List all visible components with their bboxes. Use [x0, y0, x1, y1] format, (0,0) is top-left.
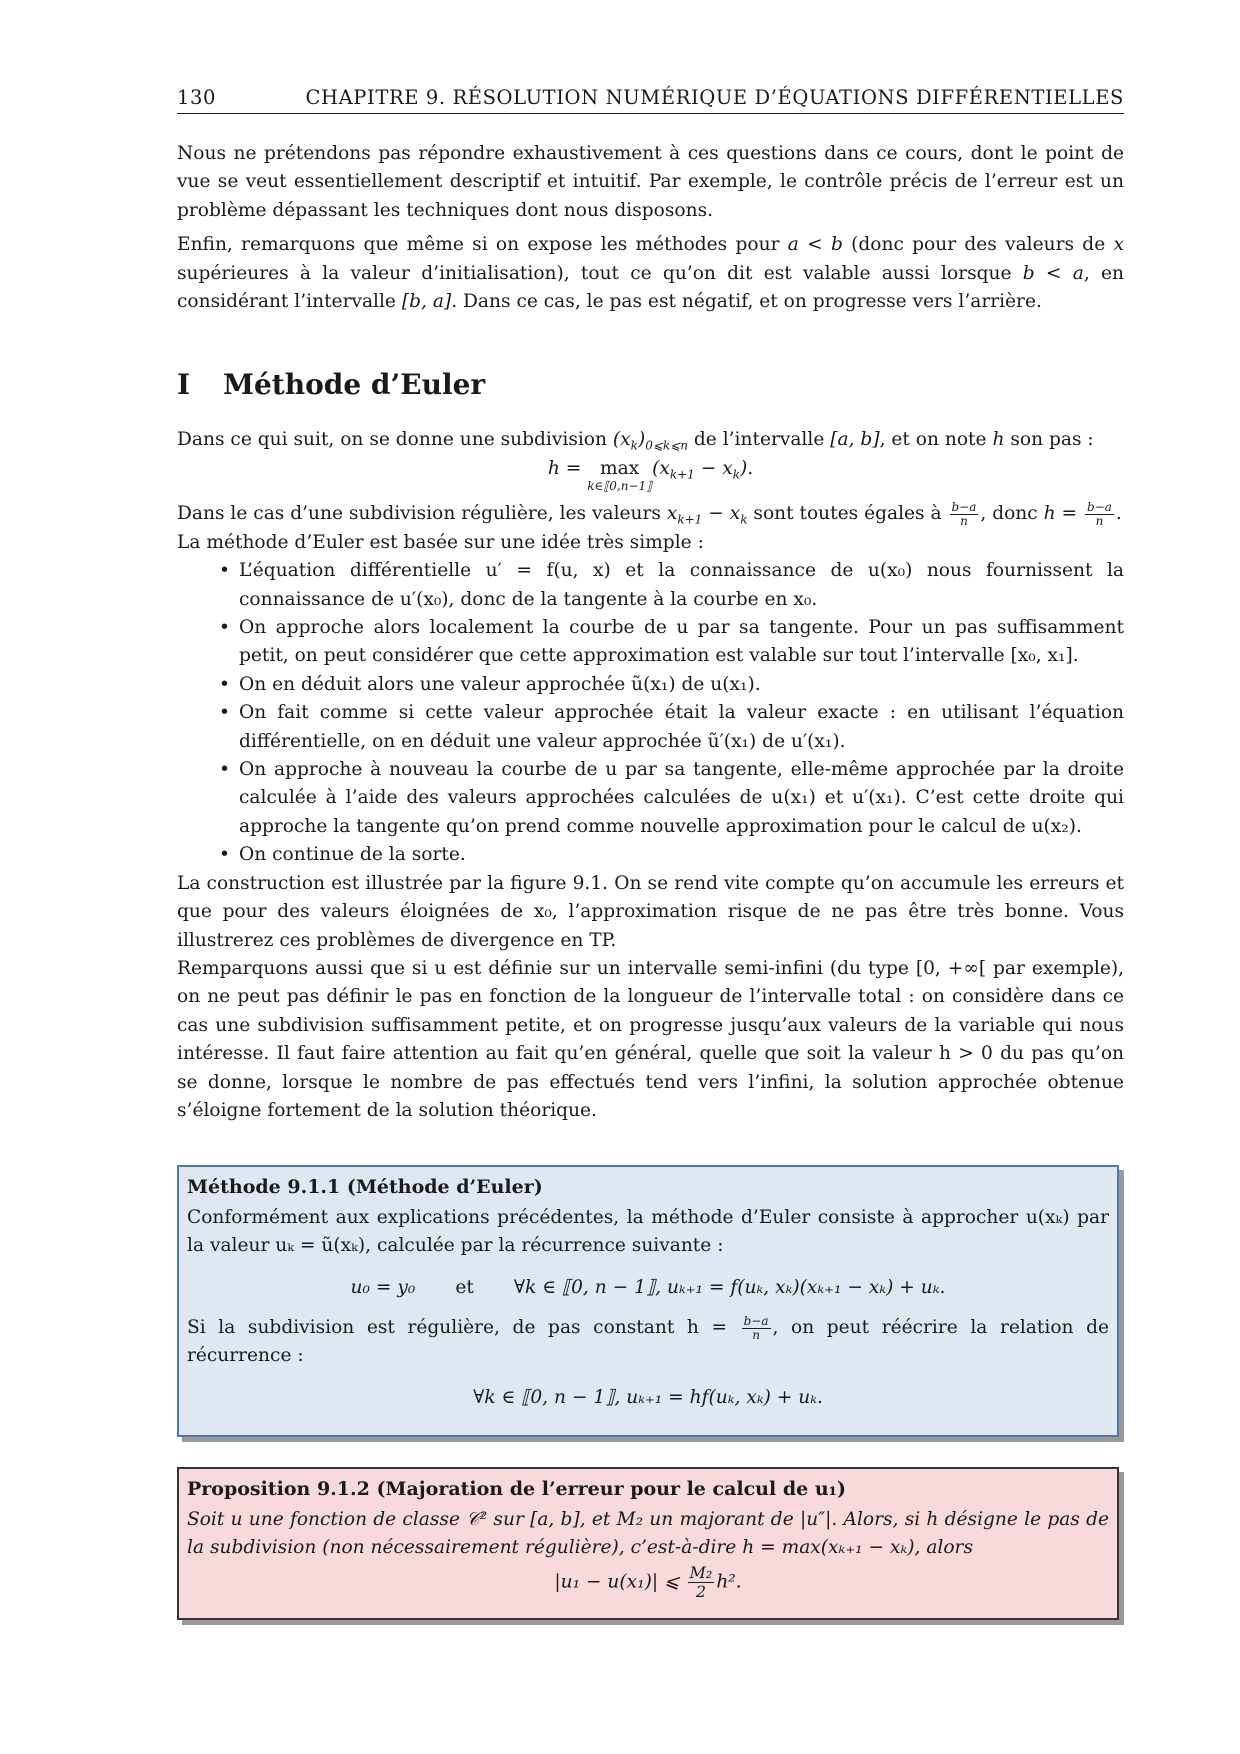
euler-steps-list [177, 557, 1124, 869]
list-item: • On en déduit alors une valeur approchée ũ(x₁) de u(x₁). [177, 671, 1124, 699]
euler-section [177, 426, 1124, 1125]
method-text: Conformément aux explications précédentes, la méthode d’Euler consiste à approcher u(xₖ) par la valeur uₖ = ũ(xₖ), calculée par la récurrence suivante : [187, 1207, 1109, 1256]
section-heading [177, 368, 485, 401]
section-title: Méthode d’Euler [223, 368, 486, 401]
list-item: • On approche à nouveau la courbe de u par sa tangente, elle-même approchée par la droite calculée à l’aide des valeurs approchées calculées de u(x₁) et u′(x₁). C’est cette droite qui approche la tangente qu’on prend comme nouvelle approximation pour le calcul de u(x₂). [177, 756, 1124, 841]
running-header [177, 86, 1124, 114]
recurrence-equation: u₀ = y₀ et ∀k ∈ ⟦0, n − 1⟧, uₖ₊₁ = f(uₖ, xₖ)(xₖ₊₁ − xₖ) + uₖ. [350, 1277, 946, 1298]
method-text-regular: Si la subdivision est régulière, de pas constant h = $\frac{b-a}{n}$ , on peut réécrire la relation de récurrence : [187, 1313, 1109, 1366]
section-number: I [177, 368, 191, 401]
list-item: • On approche alors localement la courbe de u par sa tangente. Pour un pas suffisamment petit, on peut considérer que cette approximation est valable sur tout l’intervalle [x₀, x₁]. [177, 614, 1124, 671]
proposition-box [177, 1467, 1119, 1620]
error-bound-equation: |u₁ − u(x₁)| ⩽ $\frac{\text{M₂}}{2}$ h². [554, 1563, 742, 1601]
euler-idea-paragraph: La méthode d’Euler est basée sur une idée très simple : [177, 531, 704, 553]
list-item: • On fait comme si cette valeur approchée était la valeur exacte : en utilisant l’équation différentielle, on en déduit une valeur approchée ũ′(x₁) de u′(x₁). [177, 699, 1124, 756]
subdivision-paragraph: Dans ce qui suit, on se donne une subdivision $(x_k)_{0⩽k⩽n}$ de l’intervalle [a, b], et on note h son pas : [177, 429, 1094, 453]
page-number: 130 [177, 86, 217, 109]
fraction: $\frac{b-a}{n}$ [951, 499, 977, 528]
intro-section [177, 140, 1124, 316]
regular-recurrence-equation: ∀k ∈ ⟦0, n − 1⟧, uₖ₊₁ = hf(uₖ, xₖ) + uₖ. [473, 1387, 823, 1408]
intro-paragraph-1: Nous ne prétendons pas répondre exhaustivement à ces questions dans ce cours, dont le point de vue se veut essentiellement descriptif et intuitif. Par exemple, le contrôle précis de l’erreur est un problème dépassant les techniques dont nous disposons. [177, 143, 1124, 221]
proposition-text: Soit u une fonction de classe 𝒞² sur [a, b], et M₂ un majorant de |u″|. Alors, si h désigne le pas de la subdivision (non nécessairement régulière), c’est-à-dire h = max(xₖ₊₁ − xₖ), alors [187, 1509, 1109, 1558]
regular-subdivision-paragraph: Dans le cas d’une subdivision régulière, les valeurs $x_{k+1} - x_k$ sont toutes égales à $\frac{b-a}{n}$ , donc h = $\frac{b-a}{n}$ . [177, 499, 1122, 528]
construction-paragraph: La construction est illustrée par la figure 9.1. On se rend vite compte qu’on accumule les erreurs et que pour des valeurs éloignées de x₀, l’approximation risque de ne pas être très bonne. Vous illustrerez ces problèmes de divergence en TP. [177, 872, 1124, 951]
list-item: • L’équation différentielle u′ = f(u, x) et la connaissance de u(x₀) nous fournissent la connaissance de u′(x₀), donc de la tangente à la courbe en x₀. [177, 557, 1124, 614]
method-box [177, 1165, 1119, 1437]
intro-paragraph-2: Enfin, remarquons que même si on expose les méthodes pour a < b (donc pour des valeurs de x supérieures à la valeur d’initialisation), tout ce qu’on dit est valable aussi lorsque b < a, en considérant l’intervalle [b, a]. Dans ce cas, le pas est négatif, et on progresse vers l’arrière. [177, 234, 1124, 313]
semi-infinite-paragraph: Remparquons aussi que si u est définie sur un intervalle semi-infini (du type [0, +∞[ par exemple), on ne peut pas définir le pas en fonction de la longueur de l’intervalle total : on considère dans ce cas une subdivision suffisamment petite, et on progresse jusqu’aux valeurs de la variable qui nous intéresse. Il faut faire attention au fait qu’en général, quelle que soit la valeur h > 0 du pas qu’on se donne, lorsque le nombre de pas effectués tend vers l’infini, la solution approchée obtenue s’éloigne fortement de la solution théorique. [177, 957, 1124, 1121]
list-item: • On continue de la sorte. [177, 841, 1124, 869]
proposition-title: Proposition 9.1.2 (Majoration de l’erreur pour le calcul de u₁) [187, 1478, 846, 1500]
step-equation: h = max k∈⟦0,n−1⟧ $(x_{k+1} - x_k)$. [547, 458, 754, 494]
fraction: $\frac{b-a}{n}$ [1087, 499, 1112, 528]
method-title: Méthode 9.1.1 (Méthode d’Euler) [187, 1176, 543, 1198]
chapter-title: CHAPITRE 9. RÉSOLUTION NUMÉRIQUE D’ÉQUATIONS DIFFÉRENTIELLES [305, 86, 1124, 109]
fraction: $\frac{b-a}{n}$ [743, 1313, 769, 1342]
